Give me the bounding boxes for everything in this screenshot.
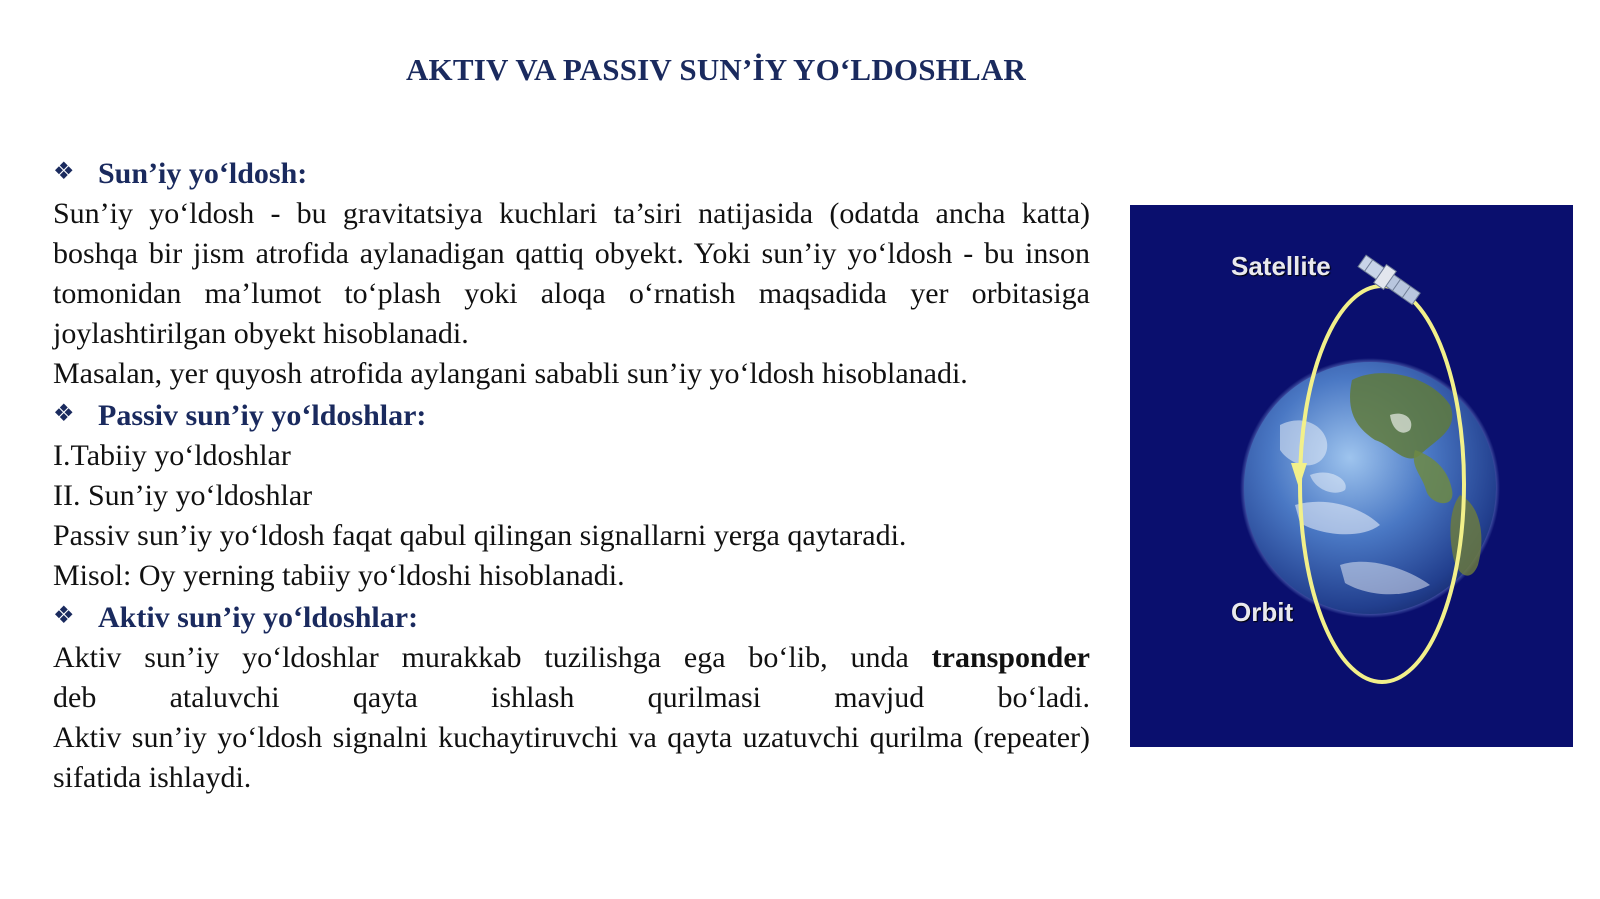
earth-orbit-illustration — [1130, 205, 1573, 747]
section-heading-passive — [53, 394, 1090, 436]
slide-title: AKTIV VA PASSIV SUN’İY YO‘LDOSHLAR — [405, 52, 1027, 87]
section-heading-satellite — [53, 152, 1090, 194]
paragraph-passive-example: Misol: Oy yerning tabiiy yo‘ldoshi hisoblanadi. — [53, 559, 625, 592]
satellite-label: Satellite — [1231, 251, 1331, 281]
earth-globe — [1240, 358, 1500, 618]
diamond-cluster-icon: ❖ — [53, 159, 75, 185]
paragraph-active-description: Aktiv sun’iy yo‘ldosh signalni kuchaytiruvchi va qayta uzatuvchi qurilma (repeater) sifatida ishlaydi. — [53, 721, 1090, 794]
paragraph-definition: Sun’iy yo‘ldosh - bu gravitatsiya kuchlari ta’siri natijasida (odatda ancha katta) boshqa bir jism atrofida aylanadigan qattiq obyekt. Yoki sun’iy yo‘ldosh - bu inson tomonidan ma’lumot to‘plash yoki aloqa o‘rnatish maqsadida yer orbitasiga joylashtirilgan obyekt hisoblanadi. — [53, 197, 1090, 350]
paragraph-active-line1 — [53, 638, 1090, 678]
section-heading-active — [53, 596, 1090, 638]
paragraph-example: Masalan, yer quyosh atrofida aylangani sababli sun’iy yo‘ldosh hisoblanadi. — [53, 357, 968, 390]
list-item-artificial: II. Sun’iy yo‘ldoshlar — [53, 479, 313, 512]
orbit-label: Orbit — [1231, 597, 1294, 627]
heading-text: Aktiv sun’iy yo‘ldoshlar: — [98, 601, 419, 634]
active-text-start: Aktiv sun’iy yo‘ldoshlar murakkab tuzilishga ega bo‘lib, unda — [53, 641, 932, 674]
heading-text: Passiv sun’iy yo‘ldoshlar: — [98, 399, 427, 432]
list-item-natural: I.Tabiiy yo‘ldoshlar — [53, 439, 291, 472]
diamond-cluster-icon: ❖ — [53, 401, 75, 427]
paragraph-active-line2: deb ataluvchi qayta ishlash qurilmasi mavjud bo‘ladi. — [53, 681, 1090, 714]
content-body — [53, 152, 1090, 798]
paragraph-passive-description: Passiv sun’iy yo‘ldosh faqat qabul qilingan signallarni yerga qaytaradi. — [53, 519, 907, 552]
satellite-icon — [1356, 252, 1423, 308]
heading-text: Sun’iy yo‘ldosh: — [98, 157, 308, 190]
satellite-orbit-image — [1130, 205, 1573, 747]
transponder-term: transponder — [931, 641, 1090, 674]
diamond-cluster-icon: ❖ — [53, 603, 75, 629]
